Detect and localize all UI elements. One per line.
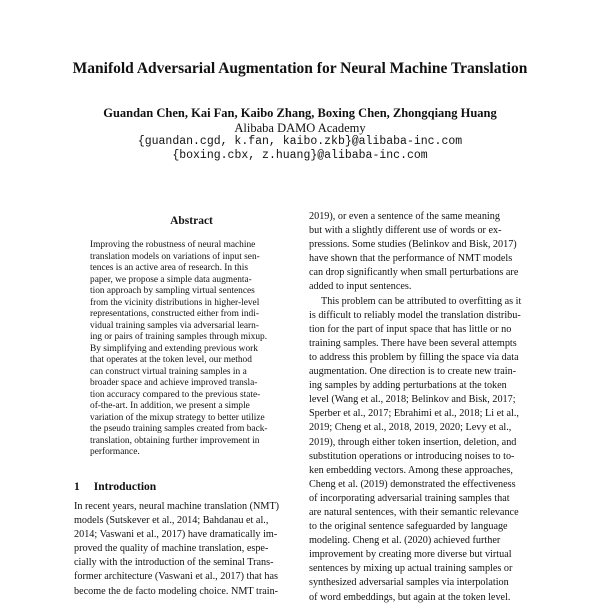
body-line: to the original sentence safeguarded by language	[309, 521, 508, 533]
abstract-line: broader space and achieve improved transla-	[90, 378, 258, 388]
abstract-line: performance.	[90, 447, 140, 457]
body-line: added to input sentences.	[309, 281, 412, 293]
abstract-body	[90, 240, 293, 459]
body-line: have shown that the performance of NMT models	[309, 253, 513, 265]
abstract-line: paper, we propose a simple data augmenta-	[90, 274, 252, 285]
body-line: augmentation. One direction is to create new train-	[309, 366, 517, 378]
intro-line: former architecture (Vaswani et al., 2017) that has	[74, 571, 278, 583]
abstract-line: representations, constructed either from indi-	[90, 309, 259, 319]
abstract-line: translation models on variations of input sen-	[90, 251, 260, 262]
email-line-1: {guandan.cgd, k.fan, kaibo.zkb}@alibaba-inc.com	[137, 135, 463, 148]
body-line: synthesized adversarial samples via interpolation	[309, 577, 509, 589]
section-title: Introduction	[93, 481, 157, 493]
body-line: 2019), or even a sentence of the same meaning	[309, 211, 500, 222]
abstract-heading: Abstract	[170, 215, 213, 227]
body-line: but with a slightly different use of words or ex-	[309, 225, 502, 237]
body-line: ing samples by adding perturbations at the token	[309, 380, 507, 392]
body-line: This problem can be attributed to overfitting as it	[321, 295, 522, 307]
body-line: are natural sentences, with their semantic relevance	[309, 506, 519, 518]
body-line: 2019; Cheng et al., 2018, 2019, 2020; Levy et al.,	[309, 422, 512, 434]
body-line: level (Wang et al., 2018; Belinkov and Bisk, 2017;	[309, 394, 516, 406]
abstract-line: variation of the mixup strategy to better utilize	[90, 412, 265, 423]
abstract-line: vidual training samples via adversarial learn-	[90, 320, 259, 331]
abstract-line: can construct virtual training samples in a	[90, 366, 247, 377]
introduction-body	[74, 500, 298, 599]
right-column-body	[309, 210, 533, 605]
author-list: Guandan Chen, Kai Fan, Kaibo Zhang, Boxing Chen, Zhongqiang Huang	[103, 106, 497, 120]
abstract-line: the pseudo training samples created from back-	[90, 424, 268, 434]
section-heading	[74, 481, 156, 493]
body-line: improvement by creating more diverse but virtual	[309, 549, 512, 561]
body-line: 2019), through either token insertion, deletion, and	[309, 436, 517, 448]
body-line: ken embedding vectors. Among these approaches,	[309, 464, 513, 476]
intro-line: cially with the introduction of the seminal Trans-	[74, 557, 274, 569]
body-line: can drop significantly when small perturbations are	[309, 267, 519, 279]
intro-line: In recent years, neural machine translation (NMT)	[74, 501, 280, 512]
intro-line: 2014; Vaswani et al., 2017) have dramatically im-	[74, 529, 278, 541]
body-line: sentences by mixing up actual training samples or	[309, 563, 513, 575]
email-line-2: {boxing.cbx, z.huang}@alibaba-inc.com	[172, 149, 428, 162]
abstract-line: translation, obtaining further improvement in	[90, 435, 260, 446]
abstract-line: tion approach by sampling virtual sentences	[90, 286, 255, 296]
body-line: of incorporating adversarial training samples that	[309, 492, 510, 504]
body-line: training samples. There have been several attempts	[309, 337, 517, 349]
abstract-line: tences is an active area of research. In this	[90, 263, 248, 273]
body-line: modeling. Cheng et al. (2020) achieved further	[309, 535, 501, 547]
section-number: 1	[74, 481, 80, 493]
body-line: is difficult to reliably model the translation distribu-	[309, 309, 521, 321]
intro-line: models (Sutskever et al., 2014; Bahdanau et al.,	[74, 515, 269, 527]
abstract-line: By simplifying and extending previous work	[90, 343, 258, 354]
body-line: Cheng et al. (2019) demonstrated the effectiveness	[309, 478, 516, 490]
body-line: to address this problem by filling the space via data	[309, 351, 519, 363]
body-line: tion for the part of input space that has little or no	[309, 323, 512, 335]
intro-line: proved the quality of machine translation, espe-	[74, 543, 269, 555]
abstract-line: tion accuracy compared to the previous state-	[90, 389, 261, 400]
body-line: pressions. Some studies (Belinkov and Bisk, 2017)	[309, 239, 517, 251]
body-line: Sperber et al., 2017; Ebrahimi et al., 2018; Li et al.,	[309, 408, 519, 420]
paper-title: Manifold Adversarial Augmentation for Neural Machine Translation	[72, 60, 528, 77]
abstract-line: ing or pairs of training samples through mixup.	[90, 332, 268, 342]
abstract-line: Improving the robustness of neural machine	[90, 240, 256, 250]
body-line: substitution operations or introducing noises to to-	[309, 450, 515, 462]
intro-line: become the de facto modeling choice. NMT train-	[74, 585, 279, 597]
abstract-line: that operates at the token level, our method	[90, 355, 252, 365]
body-line: of word embeddings, but again at the token level.	[309, 591, 511, 603]
abstract-line: of-the-art. In addition, we present a simple	[90, 401, 250, 411]
affiliation: Alibaba DAMO Academy	[234, 121, 366, 135]
abstract-line: from the vicinity distributions in higher-level	[90, 297, 260, 308]
